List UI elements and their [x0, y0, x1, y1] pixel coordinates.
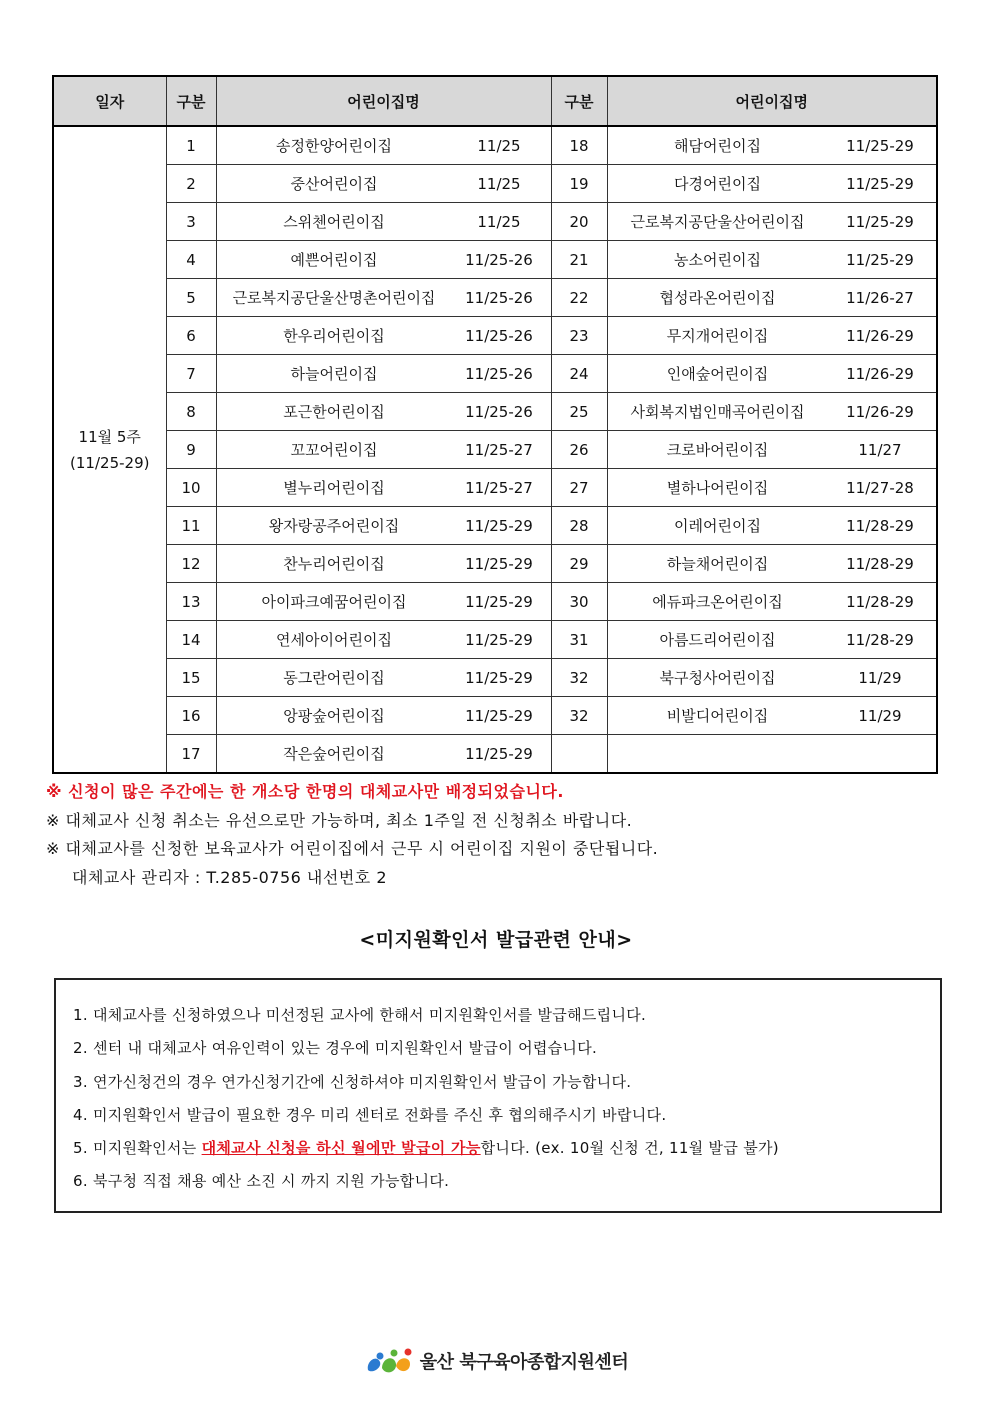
schedule-table: [52, 75, 938, 774]
table-row: [53, 469, 937, 507]
center-logo-icon: [364, 1344, 414, 1378]
daycare-name: 해담어린이집: [674, 137, 761, 155]
footer: [0, 1344, 992, 1378]
notes: [46, 778, 658, 892]
daycare-date: 11/28-29: [846, 630, 914, 649]
daycare-date: 11/28-29: [846, 592, 914, 611]
daycare-cell: [607, 317, 937, 355]
daycare-date: 11/27-28: [846, 478, 914, 497]
header-date: 일자: [53, 76, 166, 126]
daycare-date: 11/25-29: [846, 174, 914, 193]
daycare-cell: [216, 697, 551, 735]
note-cancel: ※ 대체교사 신청 취소는 유선으로만 가능하며, 최소 1주일 전 신청취소 바랍니다.: [46, 810, 633, 830]
row-no: 32: [551, 659, 607, 697]
row-no: 13: [166, 583, 216, 621]
row-no: 3: [166, 203, 216, 241]
table-row: [53, 165, 937, 203]
daycare-name: 한우리어린이집: [283, 327, 385, 345]
daycare-cell: [607, 545, 937, 583]
guide-item: [73, 1132, 940, 1165]
daycare-date: 11/26-29: [846, 326, 914, 345]
daycare-name: 꼬꼬어린이집: [290, 441, 378, 459]
daycare-name: 포근한어린이집: [283, 403, 385, 421]
table-row: [53, 203, 937, 241]
daycare-cell: [607, 735, 937, 774]
daycare-cell: [216, 317, 551, 355]
daycare-cell: [607, 165, 937, 203]
row-no: 8: [166, 393, 216, 431]
daycare-cell: [216, 621, 551, 659]
guide-item: 2. 센터 내 대체교사 여유인력이 있는 경우에 미지원확인서 발급이 어렵습니다.: [73, 1039, 598, 1058]
daycare-date: 11/25: [477, 174, 521, 193]
daycare-name: 하늘어린이집: [290, 365, 378, 383]
daycare-name: 농소어린이집: [674, 251, 761, 269]
row-no: 19: [551, 165, 607, 203]
guide-item: 3. 연가신청건의 경우 연가신청기간에 신청하셔야 미지원확인서 발급이 가능합니다.: [73, 1072, 632, 1091]
daycare-name: 비발디어린이집: [666, 707, 769, 725]
daycare-date: 11/25-29: [846, 250, 914, 269]
daycare-date: 11/26-29: [846, 402, 914, 421]
daycare-name: 앙팡숲어린이집: [283, 707, 385, 725]
daycare-date: 11/25-29: [465, 744, 533, 763]
table-row: [53, 317, 937, 355]
daycare-date: 11/26-29: [846, 364, 914, 383]
daycare-date: 11/28-29: [846, 554, 914, 573]
daycare-cell: [216, 393, 551, 431]
guide-item: 6. 북구청 직접 채용 예산 소진 시 까지 지원 가능합니다.: [73, 1172, 450, 1191]
daycare-name: 무지개어린이집: [666, 327, 769, 345]
daycare-cell: [216, 126, 551, 165]
daycare-cell: [216, 659, 551, 697]
daycare-name: 예쁜어린이집: [290, 251, 378, 269]
daycare-date: 11/25-29: [465, 592, 533, 611]
period-range: (11/25-29): [70, 453, 150, 472]
daycare-cell: [216, 583, 551, 621]
daycare-cell: [216, 355, 551, 393]
row-no: 29: [551, 545, 607, 583]
daycare-date: 11/25-26: [465, 288, 533, 307]
guide-item: 1. 대체교사를 신청하였으나 미선정된 교사에 한해서 미지원확인서를 발급해드립니다.: [73, 1006, 647, 1024]
daycare-name: 송정한양어린이집: [276, 137, 392, 155]
table-header-row: [53, 76, 937, 126]
daycare-cell: [607, 241, 937, 279]
row-no: 18: [551, 126, 607, 165]
row-no: 28: [551, 507, 607, 545]
row-no: 17: [166, 735, 216, 774]
daycare-name: 북구청사어린이집: [659, 669, 776, 687]
table-row: [53, 621, 937, 659]
daycare-cell: [607, 659, 937, 697]
daycare-cell: [607, 126, 937, 165]
daycare-cell: [607, 507, 937, 545]
table-row: [53, 735, 937, 774]
row-no: 9: [166, 431, 216, 469]
row-no: 21: [551, 241, 607, 279]
header-no-left: 구분: [166, 76, 216, 126]
daycare-date: 11/25-26: [465, 402, 533, 421]
guide-box: [54, 978, 942, 1213]
daycare-name: 이레어린이집: [674, 517, 761, 535]
row-no: 24: [551, 355, 607, 393]
table-row: [53, 697, 937, 735]
daycare-date: 11/29: [858, 706, 902, 725]
table-row: [53, 431, 937, 469]
daycare-cell: [216, 241, 551, 279]
table-row: [53, 659, 937, 697]
daycare-name: 크로바어린이집: [666, 441, 769, 459]
header-name-right: 어린이집명: [607, 76, 937, 126]
table-row: [53, 507, 937, 545]
note-suspend: ※ 대체교사를 신청한 보육교사가 어린이집에서 근무 시 어린이집 지원이 중단됩니다.: [46, 839, 659, 858]
daycare-cell: [607, 583, 937, 621]
row-no: 4: [166, 241, 216, 279]
row-no: 6: [166, 317, 216, 355]
daycare-date: 11/25-29: [465, 668, 533, 687]
daycare-cell: [607, 355, 937, 393]
daycare-date: 11/25-26: [465, 364, 533, 383]
period-week: 11월 5주: [78, 427, 141, 446]
daycare-date: 11/26-27: [846, 288, 914, 307]
daycare-name: 아름드리어린이집: [659, 631, 776, 649]
guide-item-5-post: 합니다. (ex. 10월 신청 건, 11월 발급 불가): [480, 1139, 779, 1158]
daycare-name: 작은숲어린이집: [283, 745, 385, 763]
daycare-date: 11/25-29: [465, 554, 533, 573]
note-manager: 대체교사 관리자 : T.285-0756 내선번호 2: [72, 867, 388, 887]
daycare-cell: [607, 431, 937, 469]
daycare-name: 스위첸어린이집: [283, 213, 385, 231]
header-no-right: 구분: [551, 76, 607, 126]
daycare-date: 11/25-29: [465, 706, 533, 725]
table-row: [53, 279, 937, 317]
daycare-cell: [607, 203, 937, 241]
table-row: [53, 355, 937, 393]
row-no: 12: [166, 545, 216, 583]
daycare-cell: [216, 431, 551, 469]
daycare-date: 11/27: [858, 440, 902, 459]
daycare-date: 11/25-27: [465, 440, 533, 459]
org-name: 울산 북구육아종합지원센터: [419, 1352, 629, 1373]
daycare-name: 동그란어린이집: [283, 669, 385, 687]
row-no: 2: [166, 165, 216, 203]
row-no: 23: [551, 317, 607, 355]
note-assignment: ※ 신청이 많은 주간에는 한 개소당 한명의 대체교사만 배정되었습니다.: [46, 782, 564, 801]
table-row: [53, 126, 937, 165]
daycare-cell: [607, 393, 937, 431]
row-no: 1: [166, 126, 216, 165]
guide-item: 4. 미지원확인서 발급이 필요한 경우 미리 센터로 전화를 주신 후 협의해주시기 바랍니다.: [73, 1105, 667, 1124]
daycare-name: 하늘채어린이집: [666, 555, 769, 573]
table-row: [53, 545, 937, 583]
daycare-cell: [216, 545, 551, 583]
daycare-cell: [216, 279, 551, 317]
daycare-date: 11/25-26: [465, 326, 533, 345]
row-no: 31: [551, 621, 607, 659]
daycare-name: 다경어린이집: [674, 175, 761, 193]
daycare-cell: [216, 165, 551, 203]
daycare-name: 근로복지공단울산어린이집: [630, 213, 805, 231]
table-row: [53, 393, 937, 431]
daycare-date: 11/25-27: [465, 478, 533, 497]
guide-item-5-highlight: 대체교사 신청을 하신 월에만 발급이 가능: [201, 1139, 481, 1158]
row-no: 32: [551, 697, 607, 735]
daycare-date: 11/25-29: [465, 630, 533, 649]
row-no: 14: [166, 621, 216, 659]
guide-title: <미지원확인서 발급관련 안내>: [359, 929, 633, 951]
daycare-date: 11/25: [477, 212, 521, 231]
row-no: 11: [166, 507, 216, 545]
daycare-name: 인애숲어린이집: [666, 365, 769, 383]
daycare-date: 11/25-29: [846, 136, 914, 155]
daycare-name: 중산어린이집: [290, 175, 378, 193]
row-no: 16: [166, 697, 216, 735]
row-no: 25: [551, 393, 607, 431]
daycare-cell: [216, 735, 551, 774]
daycare-name: 에듀파크온어린이집: [652, 593, 783, 611]
period-cell: [53, 126, 166, 773]
daycare-name: 왕자랑공주어린이집: [268, 517, 400, 535]
daycare-cell: [216, 507, 551, 545]
daycare-name: 찬누리어린이집: [283, 555, 385, 573]
row-no: 10: [166, 469, 216, 507]
daycare-date: 11/25-29: [846, 212, 914, 231]
table-row: [53, 583, 937, 621]
daycare-date: 11/29: [858, 668, 902, 687]
row-no: 7: [166, 355, 216, 393]
row-no: 20: [551, 203, 607, 241]
guide-item-5-pre: 5. 미지원확인서는: [73, 1139, 202, 1158]
row-no: [551, 735, 607, 774]
row-no: 26: [551, 431, 607, 469]
daycare-date: 11/28-29: [846, 516, 914, 535]
row-no: 15: [166, 659, 216, 697]
daycare-cell: [607, 621, 937, 659]
daycare-date: 11/25-26: [465, 250, 533, 269]
daycare-date: 11/25-29: [465, 516, 533, 535]
row-no: 5: [166, 279, 216, 317]
table-row: [53, 241, 937, 279]
header-name-left: 어린이집명: [216, 76, 551, 126]
daycare-cell: [607, 279, 937, 317]
daycare-cell: [216, 469, 551, 507]
daycare-cell: [607, 697, 937, 735]
daycare-name: 협성라온어린이집: [659, 289, 776, 307]
daycare-cell: [216, 203, 551, 241]
daycare-name: 별누리어린이집: [283, 479, 385, 497]
daycare-name: 아이파크예꿈어린이집: [261, 593, 407, 611]
daycare-name: 근로복지공단울산명촌어린이집: [232, 289, 436, 307]
daycare-date: 11/25: [477, 136, 521, 155]
daycare-name: 사회복지법인매곡어린이집: [630, 403, 805, 421]
row-no: 30: [551, 583, 607, 621]
daycare-cell: [607, 469, 937, 507]
row-no: 27: [551, 469, 607, 507]
daycare-name: 별하나어린이집: [666, 479, 769, 497]
daycare-name: 연세아이어린이집: [276, 631, 392, 649]
row-no: 22: [551, 279, 607, 317]
